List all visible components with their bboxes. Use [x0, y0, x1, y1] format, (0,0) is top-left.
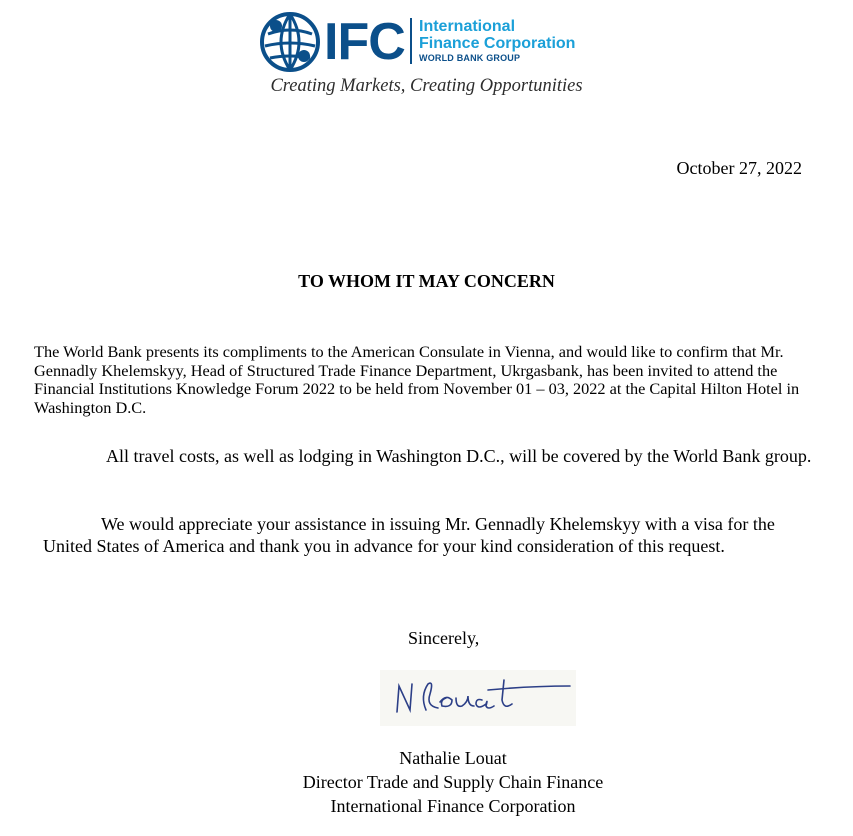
org-group: WORLD BANK GROUP: [419, 53, 521, 63]
paragraph-2: All travel costs, as well as lodging in Washington D.C., will be covered by the World Bank group.: [106, 446, 812, 466]
tagline: [0, 76, 853, 97]
letter-heading: TO WHOM IT MAY CONCERN: [298, 271, 555, 291]
paragraph-1: The World Bank presents its compliments to the American Consulate in Vienna, and would like to confirm that Mr. Gennadly Khelemskyy, Head of Structured Trade Finance Department, Ukrgasbank, has been invited to attend the Financial Institutions Knowledge Forum 2022 to be held from November 01 – 03, 2022 at the Capital Hilton Hotel in Washington D.C.: [34, 342, 800, 417]
closing: Sincerely,: [408, 628, 480, 648]
handwritten-signature: [380, 670, 576, 726]
ifc-logo-text: IFC: [324, 13, 405, 71]
logo-divider: [410, 18, 412, 64]
org-name-line1: International: [419, 18, 516, 35]
org-name-line2: Finance Corporation: [419, 35, 576, 52]
signatory-organization: International Finance Corporation: [330, 796, 576, 816]
tagline-text: Creating Markets, Creating Opportunities: [270, 76, 583, 96]
paragraph-3: We would appreciate your assistance in issuing Mr. Gennadly Khelemskyy with a visa for the United States of America and thank you in advance for your kind consideration of this request.: [43, 514, 775, 556]
signatory-title: Director Trade and Supply Chain Finance: [302, 772, 604, 792]
world-bank-globe-icon: [260, 12, 320, 72]
signature-block: [0, 746, 853, 818]
letter-date: October 27, 2022: [676, 158, 802, 178]
signatory-name: Nathalie Louat: [399, 748, 507, 768]
